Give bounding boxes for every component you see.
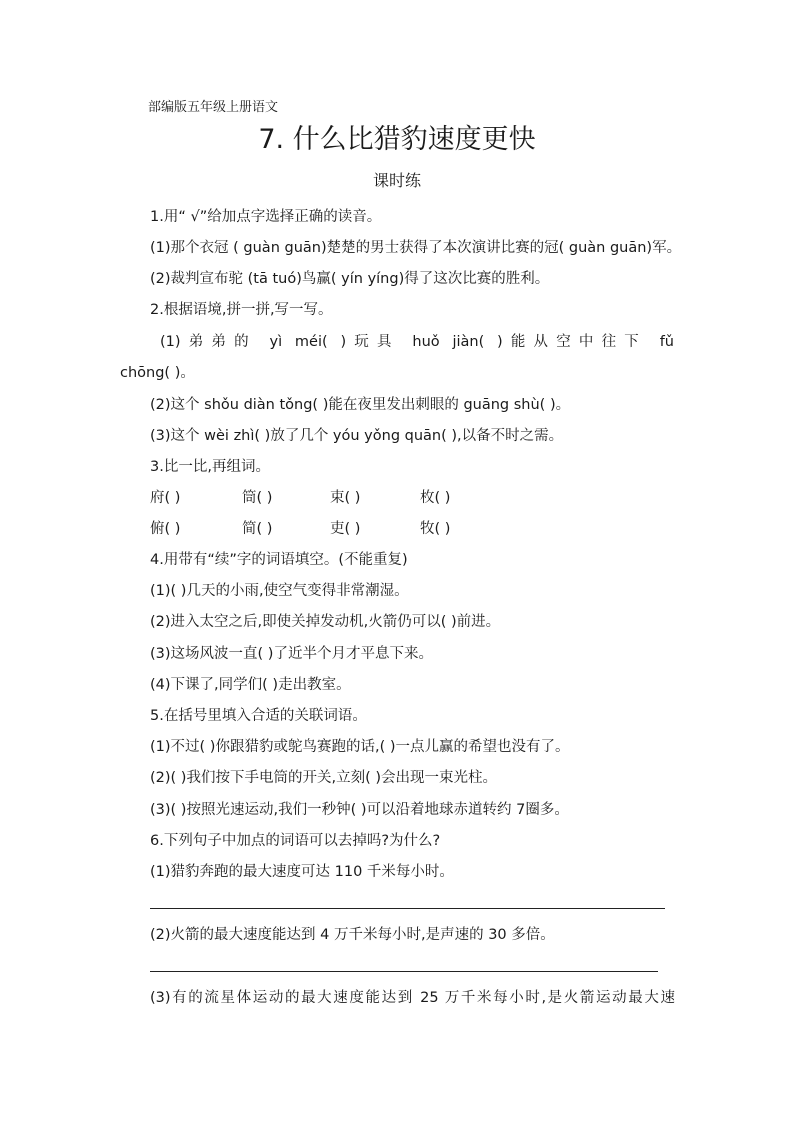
q5-stem: 5.在括号里填入合适的关联词语。 <box>150 708 367 724</box>
q6-line-2: (2)火箭的最大速度能达到 4 万千米每小时,是声速的 30 多倍。 <box>150 927 555 943</box>
q1-stem: 1.用“ √”给加点字选择正确的读音。 <box>150 209 382 225</box>
lesson-subtitle: 课时练 <box>372 171 421 190</box>
q2-line-3: (3)这个 wèi zhì( )放了几个 yóu yǒng quān( ),以备不时之需。 <box>150 428 564 444</box>
q3-row-2 <box>150 519 450 539</box>
q1-line-2: (2)裁判宣布驼 (tā tuó)鸟赢( yín yíng)得了这次比赛的胜利。 <box>150 271 550 287</box>
q5-line-3: (3)( )按照光速运动,我们一秒钟( )可以沿着地球赤道转约 7圈多。 <box>150 802 569 818</box>
q4-stem: 4.用带有“续”字的词语填空。(不能重复) <box>150 552 408 568</box>
q2-line-1a: (1)弟弟的 yì méi( )玩具 huǒ jiàn( )能从空中往下 fǔ <box>160 334 674 350</box>
q3-cell: 府( ) <box>150 490 181 506</box>
q4-line-2: (2)进入太空之后,即使关掉发动机,火箭仍可以( )前进。 <box>150 614 501 630</box>
q3-row-1 <box>150 488 450 508</box>
q3-cell: 筒( ) <box>242 490 273 506</box>
q6-line-1: (1)猎豹奔跑的最大速度可达 110 千米每小时。 <box>150 864 454 880</box>
q3-cell: 吏( ) <box>330 521 361 537</box>
q3-cell: 牧( ) <box>420 521 451 537</box>
q4-line-1: (1)( )几天的小雨,使空气变得非常潮湿。 <box>150 583 409 599</box>
q5-line-2: (2)( )我们按下手电筒的开关,立刻( )会出现一束光柱。 <box>150 770 497 786</box>
q6-stem: 6.下列句子中加点的词语可以去掉吗?为什么? <box>150 833 441 849</box>
q3-cell: 简( ) <box>242 521 273 537</box>
answer-line-1[interactable] <box>150 908 665 909</box>
q3-stem: 3.比一比,再组词。 <box>150 459 270 475</box>
q2-stem: 2.根据语境,拼一拼,写一写。 <box>150 302 333 318</box>
header-grade-label: 部编版五年级上册语文 <box>148 100 279 115</box>
q4-line-3: (3)这场风波一直( )了近半个月才平息下来。 <box>150 646 433 662</box>
q6-line-3: (3)有的流星体运动的最大速度能达到 25 万千米每小时,是火箭运动最大速 <box>150 990 675 1006</box>
q3-cell: 束( ) <box>330 490 361 506</box>
q1-line-1: (1)那个衣冠 ( guàn guān)楚楚的男士获得了本次演讲比赛的冠( guàn guān)军。 <box>150 240 682 256</box>
q2-line-1b: chōng( )。 <box>120 365 195 381</box>
q2-line-2: (2)这个 shǒu diàn tǒng( )能在夜里发出刺眼的 guāng shù( )。 <box>150 397 571 413</box>
q5-line-1: (1)不过( )你跟猎豹或鸵鸟赛跑的话,( )一点儿赢的希望也没有了。 <box>150 739 570 755</box>
q3-cell: 枚( ) <box>420 490 451 506</box>
q3-cell: 俯( ) <box>150 521 181 537</box>
lesson-title: 7. 什么比猎豹速度更快 <box>258 124 536 155</box>
answer-line-2[interactable] <box>150 971 658 972</box>
q4-line-4: (4)下课了,同学们( )走出教室。 <box>150 677 351 693</box>
